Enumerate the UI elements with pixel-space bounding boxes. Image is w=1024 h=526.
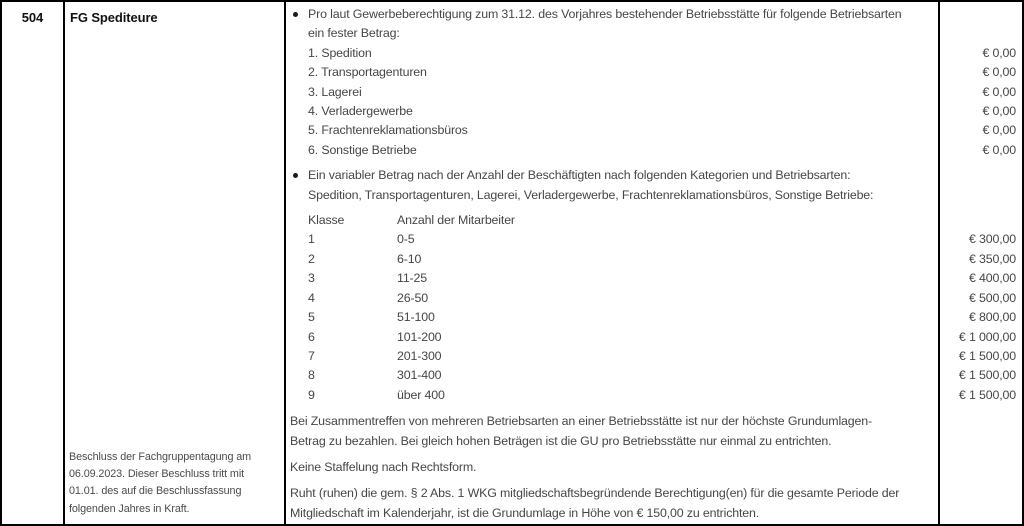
business-type-label: 2. Transportagenturen [308, 65, 427, 80]
business-type-row [308, 102, 1016, 121]
employee-class-row [308, 366, 1016, 385]
class-number: 3 [308, 271, 315, 286]
business-type-amount: € 0,00 [982, 142, 1016, 157]
employee-range: 26-50 [397, 290, 428, 305]
class-number: 7 [308, 348, 315, 363]
business-type-label: 4. Verladergewerbe [308, 104, 413, 119]
fixed-amount-bullet [290, 5, 1016, 160]
business-type-row [308, 44, 1016, 63]
employee-range: 6-10 [397, 251, 422, 266]
class-number: 9 [308, 387, 315, 402]
class-amount: € 1 000,00 [958, 329, 1016, 344]
class-column-header: Klasse [308, 213, 345, 228]
paragraph-line: Betrag zu bezahlen. Bei gleich hohen Beträgen ist die GU pro Betriebsstätte nur einmal zu entrichten. [290, 433, 832, 448]
employee-range: 11-25 [397, 271, 428, 286]
class-number: 5 [308, 310, 315, 325]
employee-class-row [308, 230, 1016, 249]
combination-rule-paragraph [290, 412, 1016, 451]
bullet-icon [293, 173, 298, 178]
employee-range: 51-100 [397, 310, 435, 325]
variable-amount-intro: Spedition, Transportagenturen, Lagerei, Verladergewerbe, Frachtenreklamationsbüros, Sonstige Betriebe: [308, 187, 874, 202]
fixed-amount-intro: ein fester Betrag: [308, 26, 400, 41]
paragraph-line: Bei Zusammentreffen von mehreren Betriebsarten an einer Betriebsstätte ist nur der höchste Grundumlagen- [290, 414, 872, 429]
class-amount: € 1 500,00 [958, 387, 1016, 402]
business-type-amount: € 0,00 [982, 104, 1016, 119]
employee-class-row [308, 289, 1016, 308]
decision-note-line: Beschluss der Fachgruppentagung am [69, 450, 252, 463]
variable-amount-intro: Ein variabler Betrag nach der Anzahl der Beschäftigten nach folgenden Kategorien und Betriebsarten: [308, 168, 851, 183]
paragraph-line: Ruht (ruhen) die gem. § 2 Abs. 1 WKG mitgliedschaftsbegründende Berechtigung(en) für die gesamte Periode der [290, 486, 900, 501]
class-amount: € 500,00 [968, 290, 1016, 305]
dormant-membership-paragraph [290, 484, 1016, 523]
class-amount: € 1 500,00 [958, 348, 1016, 363]
class-amount: € 800,00 [968, 310, 1016, 325]
employee-class-row [308, 386, 1016, 405]
business-type-amount: € 0,00 [982, 45, 1016, 60]
employee-range: 201-300 [397, 348, 442, 363]
employee-class-row [308, 328, 1016, 347]
class-amount: € 1 500,00 [958, 368, 1016, 383]
business-type-label: 1. Spedition [308, 45, 372, 60]
class-number: 2 [308, 251, 315, 266]
group-name: FG Spediteure [70, 10, 158, 25]
group-number: 504 [21, 10, 44, 25]
employee-range: 301-400 [397, 368, 442, 383]
business-type-row [308, 121, 1016, 140]
decision-note-line: 06.09.2023. Dieser Beschluss tritt mit [69, 468, 245, 481]
business-type-label: 6. Sonstige Betriebe [308, 142, 417, 157]
employees-column-header: Anzahl der Mitarbeiter [397, 213, 515, 228]
class-number: 1 [308, 232, 315, 247]
variable-amount-bullet [290, 166, 1016, 205]
class-amount: € 300,00 [968, 232, 1016, 247]
decision-note [69, 449, 281, 518]
employee-class-header [308, 211, 1016, 230]
class-number: 8 [308, 368, 315, 383]
rule-content [284, 2, 1022, 524]
decision-note-line: folgenden Jahres in Kraft. [69, 502, 190, 515]
employee-class-row [308, 308, 1016, 327]
business-type-amount: € 0,00 [982, 84, 1016, 99]
decision-note-line: 01.01. des auf die Beschlussfassung [69, 485, 242, 498]
business-type-row [308, 141, 1016, 160]
business-type-amount: € 0,00 [982, 123, 1016, 138]
business-type-label: 3. Lagerei [308, 84, 362, 99]
employee-range: über 400 [397, 387, 445, 402]
employee-class-row [308, 347, 1016, 366]
bullet-icon [293, 12, 298, 17]
class-amount: € 400,00 [968, 271, 1016, 286]
employee-range: 0-5 [397, 232, 415, 247]
legal-form-paragraph [290, 458, 1016, 477]
paragraph-line: Mitgliedschaft im Kalenderjahr, ist die Grundumlage in Höhe von € 150,00 zu entrichten. [290, 505, 760, 520]
employee-class-table [308, 211, 1016, 405]
class-number: 6 [308, 329, 315, 344]
fixed-amount-intro: Pro laut Gewerbeberechtigung zum 31.12. des Vorjahres bestehender Betriebsstätte für folgende Betriebsarten [308, 7, 902, 21]
business-type-label: 5. Frachtenreklamationsbüros [308, 123, 468, 138]
employee-range: 101-200 [397, 329, 442, 344]
class-number: 4 [308, 290, 315, 305]
business-type-amount: € 0,00 [982, 65, 1016, 80]
column-divider-1 [63, 2, 65, 524]
paragraph-line: Keine Staffelung nach Rechtsform. [290, 459, 477, 474]
employee-class-row [308, 269, 1016, 288]
business-type-row [308, 83, 1016, 102]
employee-class-row [308, 250, 1016, 269]
business-type-row [308, 63, 1016, 82]
class-amount: € 350,00 [968, 251, 1016, 266]
